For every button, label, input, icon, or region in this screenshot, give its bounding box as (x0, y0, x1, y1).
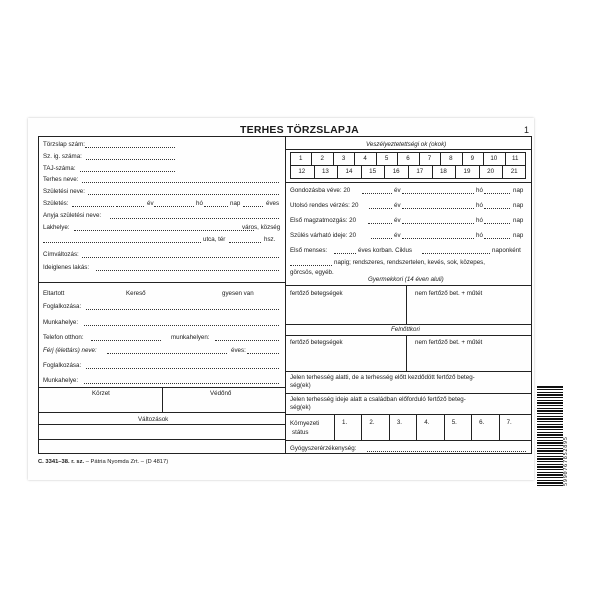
szuletes-ev-label: év (147, 200, 154, 207)
status-bottom (285, 440, 532, 441)
kereso-label: Kereső (126, 290, 146, 297)
veszely-cell-divider (505, 152, 506, 165)
ferj-foglalkozasa-label: Foglalkozása: (43, 362, 82, 369)
veszely-cell[interactable]: 21 (510, 168, 518, 175)
status-col-label[interactable]: 5. (451, 419, 457, 426)
status-col-divider (471, 414, 472, 440)
felnottkori-top (285, 335, 532, 336)
foglalkozasa-field[interactable] (86, 303, 279, 310)
status-col-divider (389, 414, 390, 440)
szules-varhato-nap: nap (513, 232, 524, 239)
telefon-munkahelyen-field[interactable] (215, 334, 279, 341)
status-col-label[interactable]: 6. (479, 419, 485, 426)
ideiglenes-lakas-label: Ideiglenes lakás: (43, 264, 90, 271)
szules-varhato-day-field[interactable] (484, 232, 510, 239)
gyermekkori-label: Gyermekkori (14 éven aluli) (368, 276, 444, 283)
veszely-cell-divider (333, 152, 334, 165)
veszely-cell-divider (408, 165, 409, 179)
statusz-label: státus (292, 429, 309, 436)
utolso-verzes-month-field[interactable] (402, 202, 474, 209)
anyja-szuletesi-neve-field[interactable] (110, 212, 279, 219)
lakhelye-city-field[interactable] (74, 224, 254, 231)
utolso-verzes-day-field[interactable] (484, 202, 510, 209)
lakhelye-street-field[interactable] (43, 236, 201, 243)
hsz-label: hsz. (264, 236, 276, 243)
szuletes-nap-label: nap (230, 200, 241, 207)
ideiglenes-lakas-field[interactable] (96, 264, 279, 271)
sz-ig-szama-label: Sz. ig. száma: (43, 153, 82, 160)
left-section-divider-1 (38, 282, 285, 283)
torzslap-szam-label: Törzslap szám: (43, 141, 85, 148)
veszely-cell-divider (419, 152, 420, 165)
veszely-cell-divider (397, 152, 398, 165)
veszely-cell[interactable]: 2 (320, 155, 324, 162)
gyogyszer-field[interactable] (367, 445, 526, 452)
munkahelyen-label: munkahelyen: (171, 334, 210, 341)
utolso-verzes-ev: év (394, 202, 401, 209)
jelen-ideje-line2: ség(ek) (290, 404, 311, 411)
varos-kozseg-label: város, község (242, 224, 281, 231)
status-col-divider (499, 414, 500, 440)
utolso-verzes-label: Utolsó rendes vérzés: 20 (290, 202, 359, 209)
magzatmozgas-year-field[interactable] (368, 217, 392, 224)
szules-varhato-ev: év (394, 232, 401, 239)
veszely-cell-divider (502, 165, 503, 179)
magzatmozgas-label: Első magzatmozgás: 20 (290, 217, 357, 224)
lakhelye-hsz-field[interactable] (229, 236, 261, 243)
ferj-neve-field[interactable] (107, 347, 227, 354)
veszely-cell[interactable]: 8 (449, 155, 453, 162)
footer-line (38, 459, 168, 466)
veszely-cell[interactable]: 7 (427, 155, 432, 162)
veszely-cell-divider (376, 152, 377, 165)
felnottkori-nem-fertozo-label: nem fertőző bet. + műtét (415, 339, 483, 346)
gyermekkori-fertozo-label: fertőző betegségek (290, 290, 343, 297)
veszely-cell[interactable]: 3 (341, 155, 346, 162)
left-section-divider-3 (38, 412, 285, 413)
veszely-cell-divider (479, 165, 480, 179)
cimvaltozas-field[interactable] (82, 251, 279, 258)
barcode-image (537, 386, 563, 486)
status-col-divider (444, 414, 445, 440)
veszely-cell[interactable]: 13 (321, 168, 329, 175)
szules-varhato-month-field[interactable] (402, 232, 474, 239)
form-sheet (28, 118, 534, 480)
magzatmozgas-day-field[interactable] (484, 217, 510, 224)
status-col-divider (334, 414, 335, 440)
barcode-digits: 5990767852895 (563, 436, 569, 486)
status-col-divider (416, 414, 417, 440)
footer-publisher: – Pátria Nyomda Zrt. – (D 4817) (84, 459, 169, 465)
status-col-divider (361, 414, 362, 440)
veszely-cell[interactable]: 5 (384, 155, 389, 162)
column-divider (285, 136, 286, 454)
napig-options: napig; rendszeres, rendszertelen, kevés, sok, közepes, (334, 259, 485, 266)
utolso-verzes-nap: nap (513, 202, 524, 209)
szuletes-year-field[interactable] (116, 200, 144, 207)
status-col-label[interactable]: 2. (369, 419, 375, 426)
status-col-label[interactable]: 3. (396, 419, 403, 426)
telefon-otthon-label: Telefon otthon: (43, 334, 84, 341)
left-section-divider-5 (38, 439, 285, 440)
veszely-cell[interactable]: 9 (470, 155, 475, 162)
gondozasba-month-field[interactable] (402, 187, 474, 194)
form-title: TERHES TÖRZSLAPJA (240, 124, 359, 136)
elso-menses-age-field[interactable] (334, 247, 356, 254)
kornyezeti-label: Környezeti (290, 420, 320, 427)
utolso-verzes-year-field[interactable] (369, 202, 392, 209)
ferj-neve-label: Férj (élettárs) neve: (43, 347, 97, 354)
szuletesi-neve-label: Születési neve: (43, 188, 85, 195)
gyesen-van-label: gyesen van (222, 290, 254, 297)
veszely-cell[interactable]: 12 (298, 168, 306, 175)
taj-szama-field[interactable] (80, 165, 175, 172)
szules-varhato-year-field[interactable] (371, 232, 392, 239)
felnottkori-bottom (285, 371, 532, 372)
veszely-cell[interactable]: 10 (490, 155, 498, 162)
status-col-label[interactable]: 4. (424, 419, 430, 426)
utca-ter-label: utca, tér (203, 236, 226, 243)
gondozasba-ev: év (394, 187, 401, 194)
jelen-alatti-line2: ség(ek) (290, 382, 311, 389)
gondozasba-label: Gondozásba véve: 20 (290, 187, 351, 194)
veszely-cell[interactable]: 15 (369, 168, 377, 175)
telefon-otthon-field[interactable] (91, 334, 161, 341)
korzet-vedono-divider (162, 387, 163, 412)
veszely-cell[interactable]: 11 (512, 155, 519, 162)
veszely-header: Veszélyeztetettségi ok (okok) (366, 141, 447, 148)
veszely-cell-divider (337, 165, 338, 179)
footer-code: C. 3341–38. r. sz. (38, 459, 85, 465)
jelen-alatti-line1: Jelen terhesség alatti, de a terhesség előtt kezdődött fertőző beteg- (290, 374, 475, 381)
veszely-cell[interactable]: 1 (299, 155, 303, 162)
utolso-verzes-ho: hó (476, 202, 483, 209)
ferj-eves-field[interactable] (247, 347, 279, 354)
anyja-szuletesi-neve-label: Anyja születési neve: (43, 212, 102, 219)
gondozasba-day-field[interactable] (484, 187, 510, 194)
ferj-munkahelye-field[interactable] (84, 377, 279, 384)
taj-szama-label: TAJ-száma: (43, 165, 76, 172)
terhes-neve-field[interactable] (82, 176, 279, 183)
naponkent-label: naponként (492, 247, 521, 254)
grid-bottom-divider (285, 182, 532, 183)
torzslap-szam-field[interactable] (85, 141, 175, 148)
szuletes-eves-label: éves (266, 200, 280, 207)
magzatmozgas-ho: hó (476, 217, 483, 224)
status-col-label[interactable]: 1. (342, 419, 348, 426)
veszely-cell[interactable]: 4 (363, 155, 367, 162)
veszely-cell-divider (311, 152, 312, 165)
lakhelye-label: Lakhelye: (43, 224, 70, 231)
veszely-cell-divider (462, 152, 463, 165)
gorcsos-label: görcsös, egyéb. (290, 269, 334, 276)
napig-field[interactable] (290, 259, 332, 266)
ferj-eves-label: éves: (231, 347, 246, 354)
eltartott-label: Eltartott (43, 290, 65, 297)
left-section-divider-4 (38, 424, 285, 425)
munkahelye-field[interactable] (84, 319, 279, 326)
veszely-cell[interactable]: 16 (392, 168, 400, 175)
cimvaltozas-label: Címváltozás: (43, 251, 79, 258)
eves-korban-label: éves korban. Ciklus (358, 247, 412, 254)
veszely-cell[interactable]: 17 (416, 168, 424, 175)
felnottkori-fertozo-label: fertőző betegségek (290, 339, 343, 346)
veszely-cell-divider (354, 152, 355, 165)
gyermekkori-top (285, 285, 532, 286)
veszely-cell[interactable]: 18 (439, 168, 447, 175)
ferj-foglalkozasa-field[interactable] (86, 362, 279, 369)
gyermekkori-bottom (285, 324, 532, 325)
status-col-label[interactable]: 7. (506, 419, 512, 426)
gyermekkori-divider (406, 285, 407, 324)
veszely-cell-divider (432, 165, 433, 179)
szuletesi-neve-field[interactable] (88, 188, 279, 195)
veszely-cell[interactable]: 19 (463, 168, 471, 175)
szuletes-month-field[interactable] (154, 200, 194, 207)
veszely-cell[interactable]: 20 (487, 168, 495, 175)
elso-menses-label: Első menses: (290, 247, 328, 254)
korzet-label: Körzet (92, 390, 110, 397)
szules-varhato-ho: hó (476, 232, 483, 239)
vedono-label: Védőnő (210, 390, 232, 397)
page-number: 1 (524, 125, 530, 135)
terhes-neve-label: Terhes neve: (43, 176, 79, 183)
ferj-munkahelye-label: Munkahelye: (43, 377, 79, 384)
jelen-ideje-line1: Jelen terhesség ideje alatt a családban előforduló fertőző beteg- (290, 396, 466, 403)
felnottkori-divider (406, 335, 407, 371)
ciklus-field[interactable] (422, 247, 490, 254)
veszely-cell[interactable]: 14 (345, 168, 353, 175)
gondozasba-ho: hó (476, 187, 483, 194)
magzatmozgas-month-field[interactable] (402, 217, 474, 224)
szuletes-label: Születés: (43, 200, 69, 207)
veszely-cell-divider (440, 152, 441, 165)
veszely-cell-divider (455, 165, 456, 179)
gyermekkori-nem-fertozo-label: nem fertőző bet. + műtét (415, 290, 483, 297)
jelen-alatti-bottom (285, 393, 532, 394)
munkahelye-label: Munkahelye: (43, 319, 79, 326)
veszely-cell-divider (384, 165, 385, 179)
szuletes-ho-label: hó (196, 200, 203, 207)
gyogyszer-label: Gyógyszerérzékenység: (290, 445, 357, 452)
veszely-cell-divider (483, 152, 484, 165)
valtozasok-label: Változások (138, 416, 169, 423)
magzatmozgas-ev: év (394, 217, 401, 224)
veszely-cell-divider (314, 165, 315, 179)
veszely-cell[interactable]: 6 (406, 155, 410, 162)
szules-varhato-label: Szülés várható ideje: 20 (290, 232, 357, 239)
szuletes-age-field[interactable] (243, 200, 263, 207)
foglalkozasa-label: Foglalkozása: (43, 303, 82, 310)
sz-ig-szama-field[interactable] (86, 153, 175, 160)
gondozasba-year-field[interactable] (362, 187, 392, 194)
veszely-cell-divider (361, 165, 362, 179)
szuletes-place-field[interactable] (72, 200, 114, 207)
jelen-ideje-bottom (285, 414, 532, 415)
magzatmozgas-nap: nap (513, 217, 524, 224)
gondozasba-nap: nap (513, 187, 524, 194)
szuletes-day-field[interactable] (204, 200, 228, 207)
veszely-header-divider (285, 149, 532, 150)
felnottkori-label: Felnőttkori (391, 326, 420, 333)
